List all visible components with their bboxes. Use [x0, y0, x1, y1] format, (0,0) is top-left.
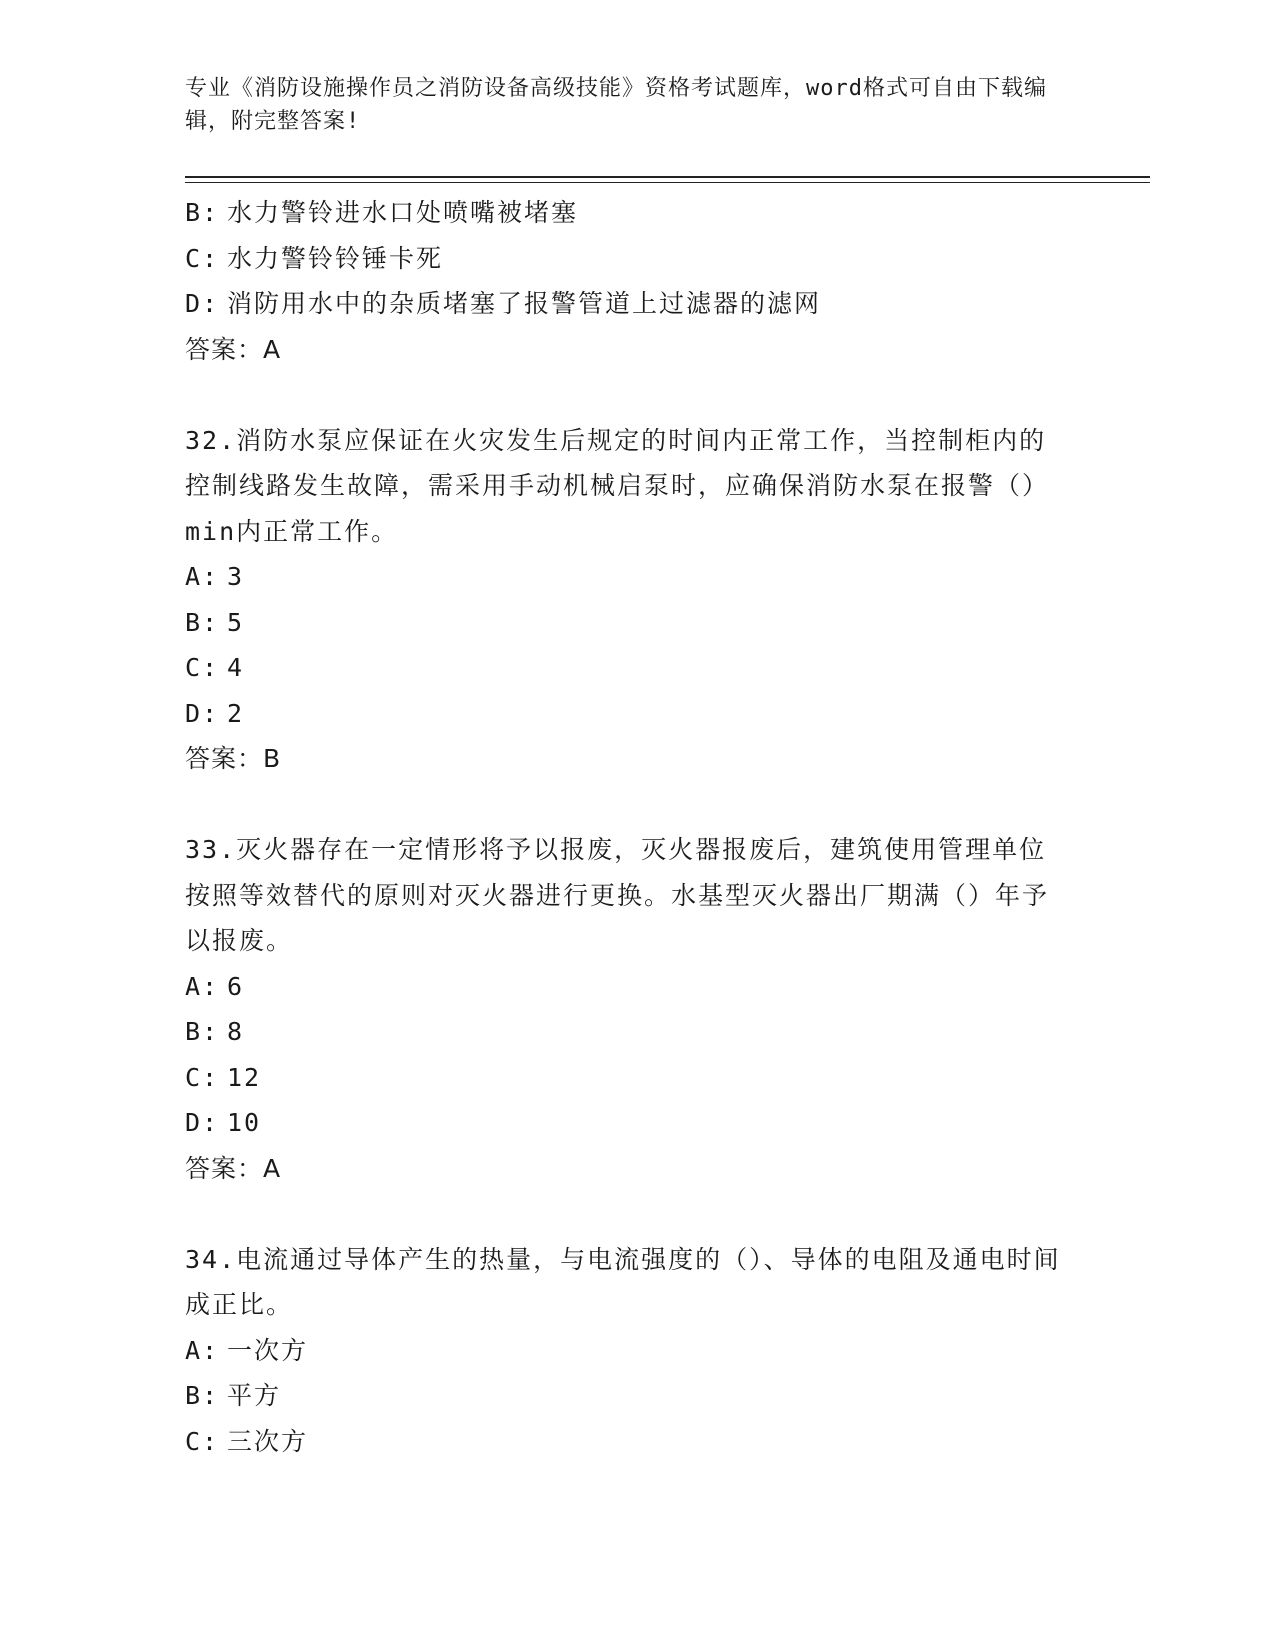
option-label: B:: [185, 1017, 220, 1046]
option-text: 12: [227, 1062, 262, 1092]
option-text: 6: [227, 971, 245, 1001]
spacer: [185, 372, 1085, 418]
question-stem: 32.消防水泵应保证在火灾发生后规定的时间内正常工作，当控制柜内的控制线路发生故障，需采用手动机械启泵时，应确保消防水泵在报警（）min内正常工作。: [185, 425, 1050, 546]
option-text: 5: [227, 607, 245, 637]
question-stem: 34.电流通过导体产生的热量，与电流强度的（）、导体的电阻及通电时间成正比。: [185, 1244, 1061, 1319]
option-label: B:: [185, 198, 220, 227]
option-text: 8: [227, 1017, 245, 1046]
option-label: B:: [185, 1381, 220, 1410]
question-content: [185, 190, 1085, 1464]
question-34: [185, 1237, 1085, 1465]
option-text: 平方: [227, 1381, 282, 1410]
header-divider-thick: [185, 176, 1150, 178]
option-c: [185, 236, 1085, 282]
option-label: C:: [185, 1062, 220, 1092]
option-text: 4: [227, 653, 245, 682]
option-b: [185, 1009, 1085, 1055]
spacer: [185, 1191, 1085, 1237]
option-c: [185, 1055, 1085, 1101]
document-header: 专业《消防设施操作员之消防设备高级技能》资格考试题库，word格式可自由下载编辑，附完整答案!: [185, 76, 1047, 134]
option-text: 一次方: [227, 1335, 309, 1365]
option-d: [185, 281, 1085, 327]
option-text: 水力警铃铃锤卡死: [227, 243, 444, 273]
option-b: [185, 190, 1085, 236]
option-label: C:: [185, 243, 220, 273]
option-text: 3: [227, 562, 245, 591]
option-text: 水力警铃进水口处喷嘴被堵塞: [227, 198, 579, 227]
option-label: C:: [185, 1426, 220, 1456]
header-divider-thin: [185, 182, 1150, 183]
question-stem: 33.灭火器存在一定情形将予以报废，灭火器报废后，建筑使用管理单位按照等效替代的原则对灭火器进行更换。水基型灭火器出厂期满（）年予以报废。: [185, 835, 1050, 955]
question-32: [185, 418, 1085, 782]
option-d: [185, 1100, 1085, 1146]
option-label: A:: [185, 1335, 220, 1365]
option-c: [185, 645, 1085, 691]
option-d: [185, 691, 1085, 737]
option-a: [185, 1328, 1085, 1374]
option-label: D:: [185, 698, 220, 728]
option-label: D:: [185, 1108, 220, 1137]
option-label: A:: [185, 562, 220, 591]
option-text: 2: [227, 698, 245, 728]
option-text: 10: [227, 1108, 262, 1137]
option-label: C:: [185, 653, 220, 682]
answer-line: 答案：A: [185, 334, 282, 364]
answer-line: 答案：B: [185, 744, 282, 773]
option-text: 消防用水中的杂质堵塞了报警管道上过滤器的滤网: [227, 289, 822, 318]
option-a: [185, 964, 1085, 1010]
answer-line: 答案：A: [185, 1153, 282, 1183]
option-label: B:: [185, 607, 220, 637]
option-c: [185, 1419, 1085, 1465]
spacer: [185, 782, 1085, 828]
prev-question: [185, 190, 1085, 372]
option-a: [185, 554, 1085, 600]
option-label: A:: [185, 971, 220, 1001]
option-label: D:: [185, 289, 220, 318]
option-b: [185, 1373, 1085, 1419]
question-33: [185, 827, 1085, 1191]
option-text: 三次方: [227, 1426, 309, 1456]
option-b: [185, 600, 1085, 646]
